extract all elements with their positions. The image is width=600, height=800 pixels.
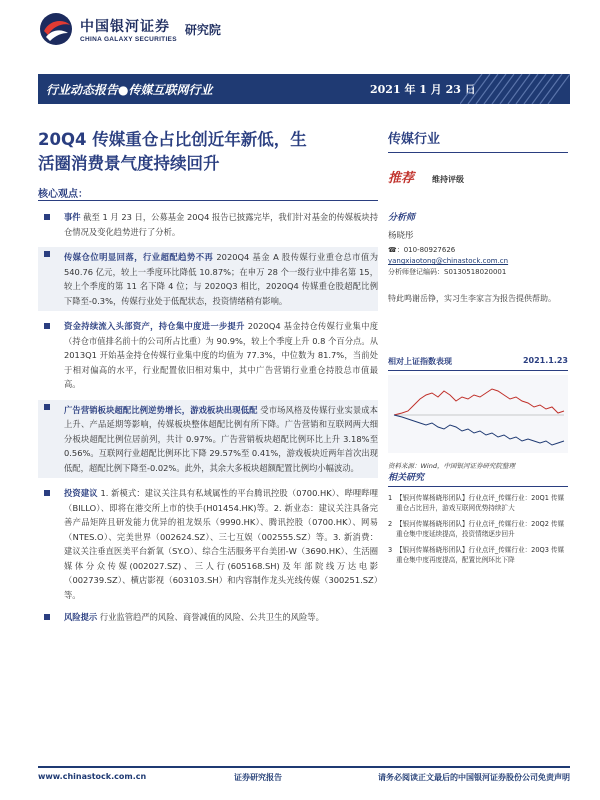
bullet-concentration bbox=[38, 319, 378, 392]
related-text: 【银河传媒杨晓彤团队】行业点评_传媒行业：20Q2 传媒重仓集中度延续提高，投资情绪逐步回升 bbox=[396, 520, 565, 538]
bullet-investment-advice bbox=[38, 486, 378, 602]
bullet-position-drop bbox=[38, 247, 378, 311]
bullet-event bbox=[38, 210, 378, 239]
sector-name: 传媒行业 bbox=[388, 132, 441, 147]
divider bbox=[388, 486, 568, 487]
related-number: 1 bbox=[388, 494, 393, 502]
bullet-text: 2020Q4 基金 A 股传媒行业重仓总市值为 540.76 亿元，较上一季度环比降低 10.87%；在申万 28 个一级行业中排名第 15，较上个季度的第 11 名下降 4 位；与 2020Q3 相比，2020Q4 传媒重仓股超配比例下降至-0.3%，传媒行业处于低配状态，投资情绪稍有影响。 bbox=[64, 252, 379, 306]
bullet-square-icon bbox=[44, 251, 50, 257]
footer-disclaimer: 请务必阅读正文最后的中国银河证券股份公司免责声明 bbox=[378, 773, 570, 782]
bullet-highlight: 风险提示 bbox=[64, 612, 98, 622]
bullet-square-icon bbox=[44, 214, 50, 220]
bullet-highlight: 事件 bbox=[64, 212, 81, 222]
report-date: 2021 年 1 月 23 日 bbox=[370, 83, 476, 96]
related-item[interactable] bbox=[388, 493, 568, 513]
footer-doc-type: 证券研究报告 bbox=[234, 773, 282, 782]
bullet-highlight: 传媒仓位明显回落，行业超配趋势不再 bbox=[64, 252, 214, 262]
related-heading: 相关研究 bbox=[388, 473, 425, 483]
acknowledgement: 特此鸣谢岳铮，实习生李家言为报告提供帮助。 bbox=[388, 294, 556, 303]
brand-logo bbox=[38, 8, 221, 50]
related-text: 【银河传媒杨晓彤团队】行业点评_传媒行业：20Q1 传媒重仓占比回升，游戏互联网优势持续扩大 bbox=[396, 494, 565, 512]
bullet-text: 截至 1 月 23 日，公募基金 20Q4 报告已披露完毕，我们针对基金的传媒板块持仓情况及变化趋势进行了分析。 bbox=[64, 212, 378, 237]
bullet-highlight: 资金持续流入头部资产，持仓集中度进一步提升 bbox=[64, 321, 245, 331]
chart-title: 相对上证指数表现 bbox=[388, 357, 452, 366]
analyst-phone: ☎：010-80927626 bbox=[388, 246, 456, 254]
core-view-label: 核心观点： bbox=[38, 189, 88, 200]
galaxy-logo-icon bbox=[38, 11, 74, 47]
bullet-highlight: 投资建议 bbox=[64, 488, 98, 498]
rating-row bbox=[388, 167, 568, 186]
analyst-email-link[interactable]: yangxiaotong@chinastock.com.cn bbox=[388, 257, 509, 265]
bullet-square-icon bbox=[44, 404, 50, 410]
chart-image bbox=[388, 375, 568, 453]
title-line: 活圈消费景气度持续回升 bbox=[38, 154, 220, 173]
bullet-text: 行业监管趋严的风险、商誉减值的风险、公共卫生的风险等。 bbox=[99, 612, 324, 622]
chart-date: 2021.1.23 bbox=[522, 356, 568, 365]
related-research bbox=[388, 470, 568, 565]
report-title bbox=[38, 128, 378, 176]
footer-divider bbox=[38, 766, 570, 768]
related-item[interactable] bbox=[388, 519, 568, 539]
bullet-text: 2020Q4 基金持仓传媒行业集中度（持仓市值排名前十的公司所占比重）为 90.9%，较上个季度上升 0.8 个百分点。从 2013Q1 开始基金持仓传媒行业集中度的均值为 77.3%，中位数为 81.7%，当前处于相对偏高的水平，行业配置依旧相对集中，其中广告营销行业重仓持股总市值最高。 bbox=[64, 321, 378, 389]
report-banner bbox=[38, 74, 570, 104]
analyst-cert: 分析师登记编码：S0130518020001 bbox=[388, 268, 507, 276]
divider bbox=[388, 152, 568, 153]
divider bbox=[388, 370, 568, 371]
footer-website-link[interactable]: www.chinastock.com.cn bbox=[38, 772, 147, 781]
key-points bbox=[38, 210, 378, 633]
related-number: 2 bbox=[388, 520, 393, 528]
chart-source: 资料来源：Wind，中国银河证券研究院整理 bbox=[388, 462, 515, 470]
logo-sub: 研究院 bbox=[184, 22, 221, 37]
banner-stripes-icon bbox=[460, 74, 570, 104]
logo-cn: 中国银河证券 bbox=[80, 18, 170, 35]
title-line: 20Q4 传媒重仓占比创近年新低，生 bbox=[38, 130, 307, 149]
bullet-highlight: 广告营销板块超配比例逆势增长，游戏板块出现低配 bbox=[64, 404, 258, 415]
bullet-risk bbox=[38, 610, 378, 625]
sidebar-rating bbox=[388, 128, 568, 186]
rating-note: 维持评级 bbox=[432, 175, 465, 184]
divider bbox=[38, 200, 378, 201]
analyst-name: 杨晓彤 bbox=[388, 231, 414, 241]
report-type: 行业动态报告●传媒互联网行业 bbox=[46, 83, 213, 97]
bullet-square-icon bbox=[44, 323, 50, 329]
bullet-square-icon bbox=[44, 490, 50, 496]
bullet-text: 受市场风格及传媒行业实景成本上升、产品延期等影响，传媒板块整体超配比例有所下降。广告营销和互联网两大细分板块超配比例位居前列，共计 0.97%。广告营销板块超配比例环比上升 3.18%至 0.56%。互联网行业超配比例环比下降 29.57%至 0.41%，游戏板块近两年首次出现低配，超配比例下降至-0.02%。此外，其余大多板块超额配置比例均小幅波动。 bbox=[64, 404, 378, 473]
analyst-heading: 分析师 bbox=[388, 213, 416, 223]
bullet-square-icon bbox=[44, 614, 50, 620]
related-number: 3 bbox=[388, 546, 393, 554]
bullet-text: 1. 新模式：建议关注具有私域属性的平台腾讯控股（0700.HK）、哔哩哔哩（BILLO）、即将在港交所上市的快手(H01454.HK)等。2. 新业态：建议关注具备完善产品矩阵且研发能力优异的祖龙娱乐（9990.HK）、腾讯控股（0700.HK）、网易（NTES.O）、完美世界（002624.SZ）、三七互娱（002555.SZ）等。3. 新消费：建议关注垂直医美平台新氧（SY.O）、综合生活服务平台美团-W（3690.HK）、生活圈媒体分众传媒(002027.SZ)、三人行(605168.SH)及年部院线万达电影（002739.SZ）、横店影视（603103.SH）和内容制作龙头光线传媒（300251.SZ）等。 bbox=[64, 488, 378, 600]
bullet-overweight bbox=[38, 400, 378, 479]
rating-value: 推荐 bbox=[388, 171, 415, 186]
analyst-info bbox=[388, 210, 568, 305]
related-item[interactable] bbox=[388, 545, 568, 565]
relative-performance-chart bbox=[388, 356, 568, 470]
related-text: 【银河传媒杨晓彤团队】行业点评_传媒行业：20Q3 传媒重仓集中度再度提高，配置比例环比下降 bbox=[396, 546, 565, 564]
logo-en: CHINA GALAXY SECURITIES bbox=[80, 35, 177, 43]
